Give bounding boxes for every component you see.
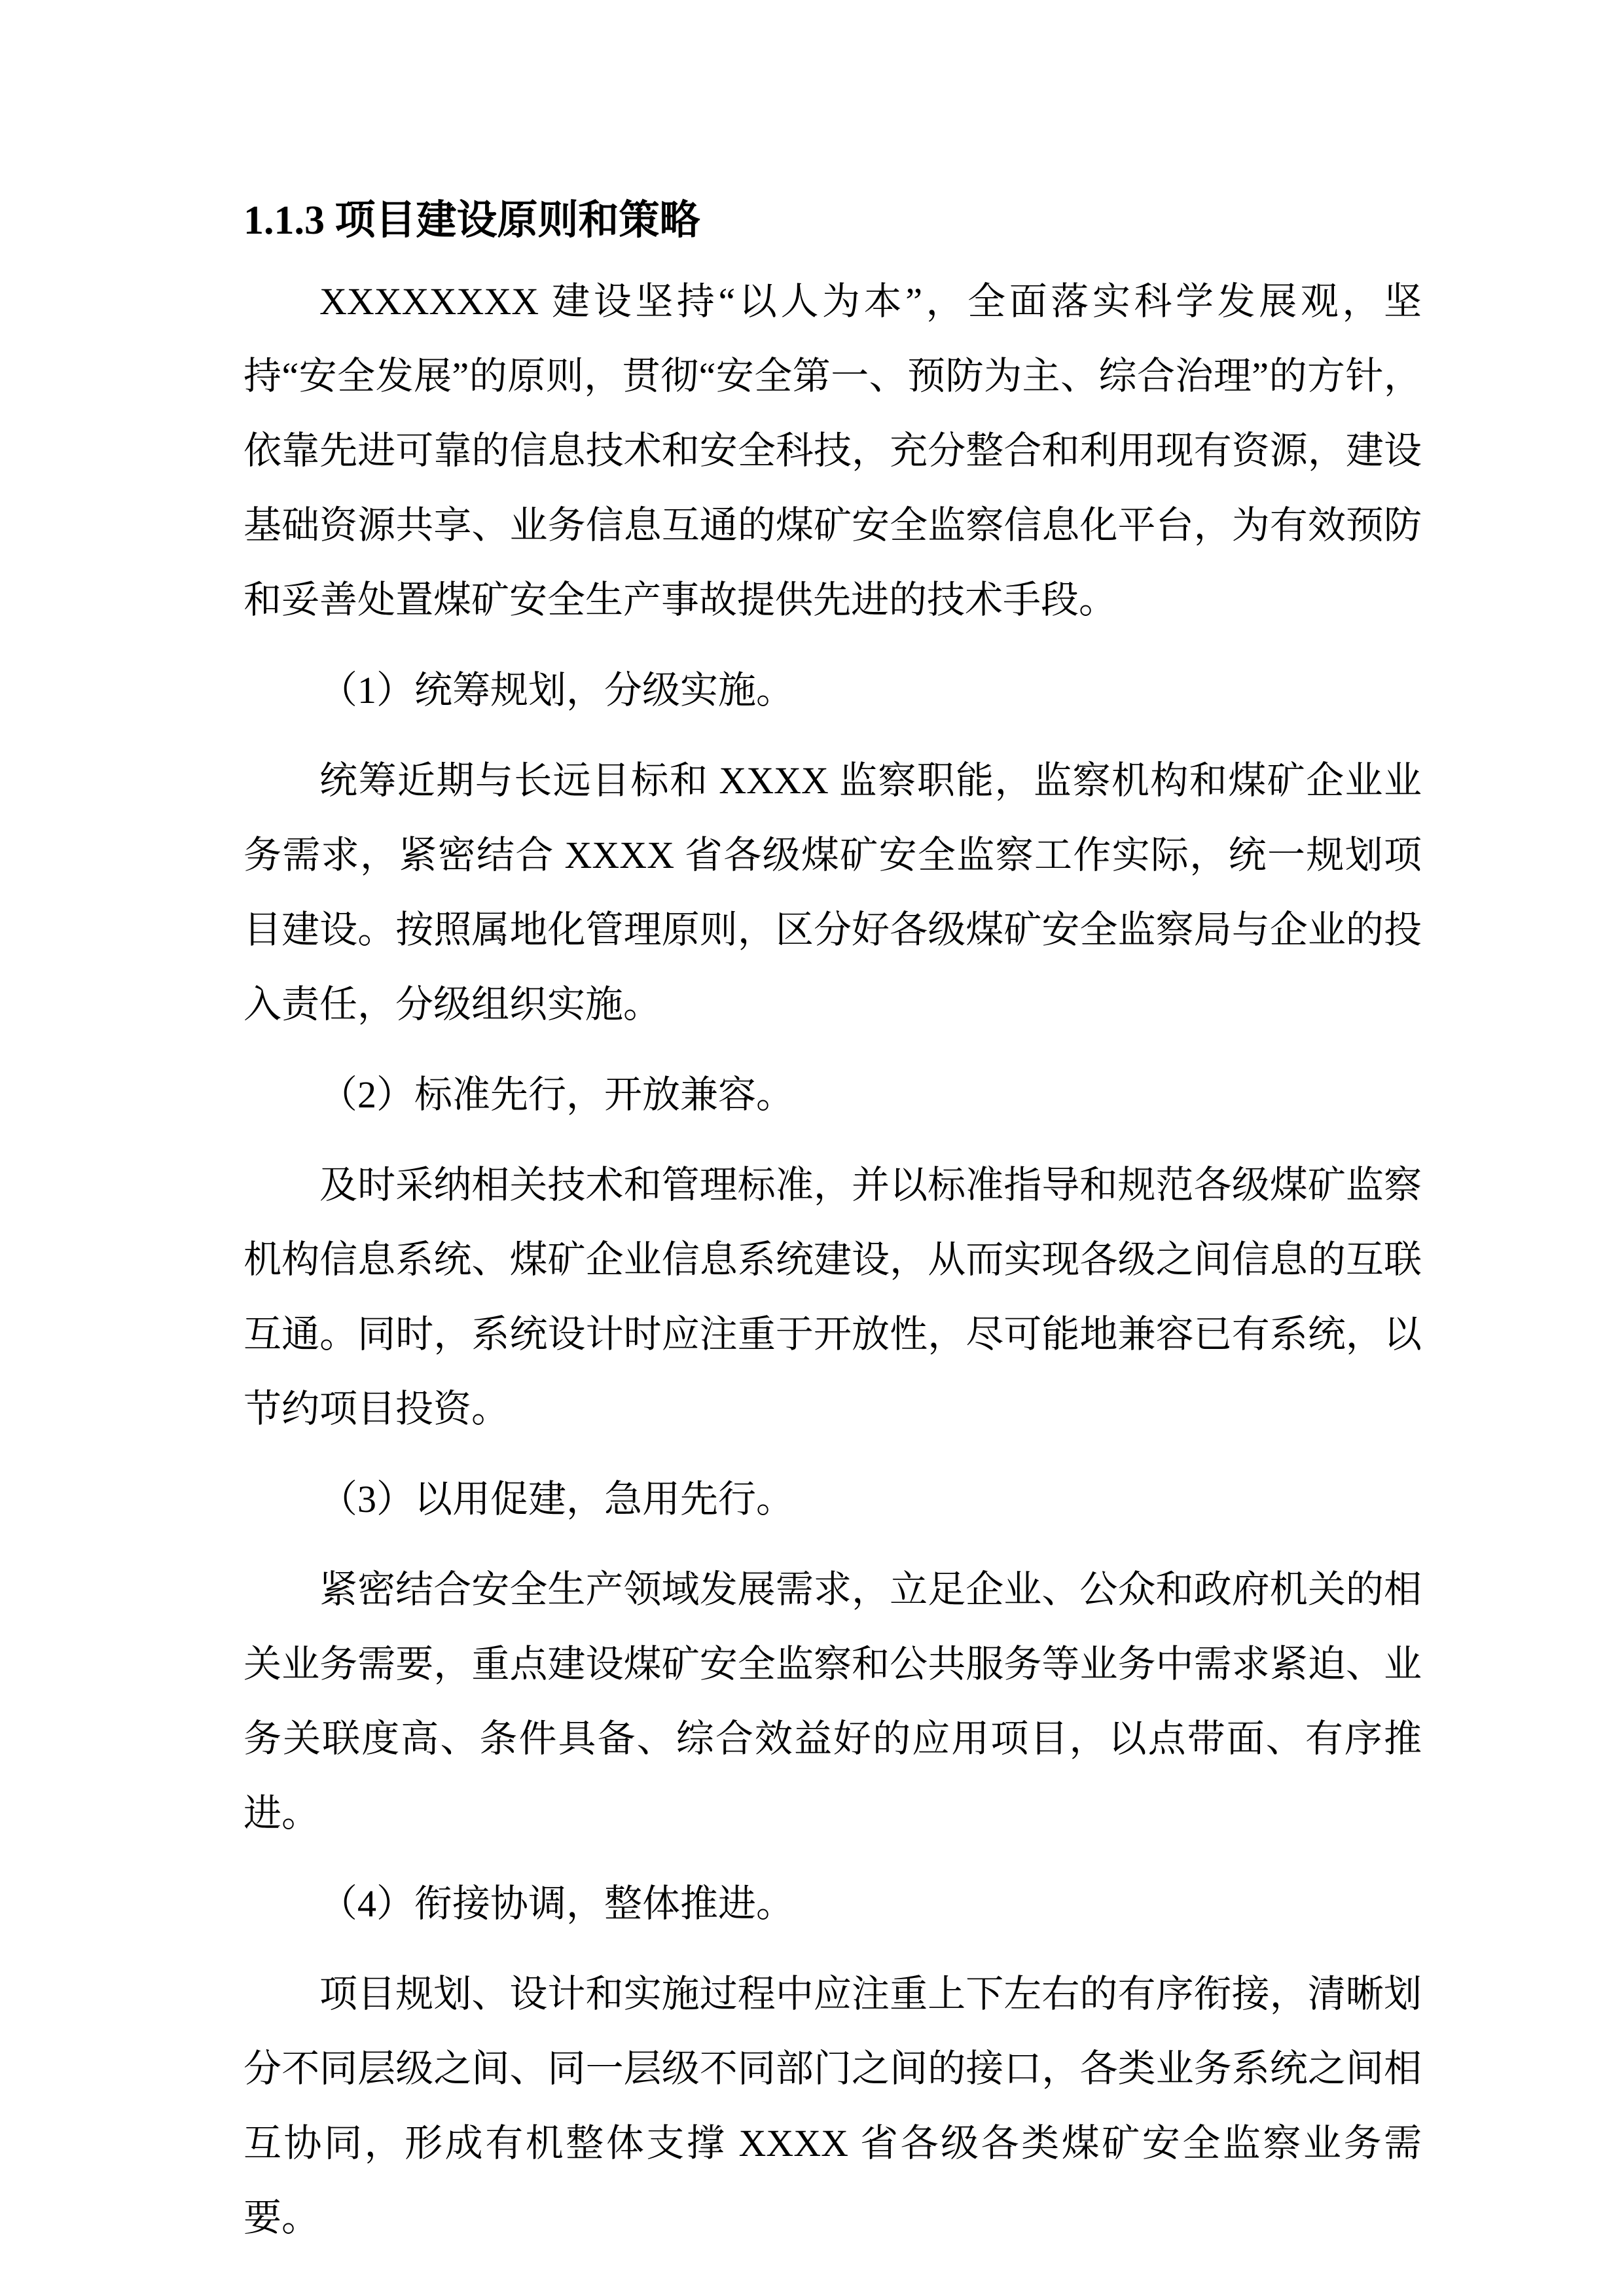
section-heading: 1.1.3 项目建设原则和策略	[244, 198, 700, 243]
intro-paragraph: XXXXXXXX 建设坚持“以人为本”，全面落实科学发展观，坚持“安全发展”的原则，贯彻“安全第一、预防为主、综合治理”的方针，依靠先进可靠的信息技术和安全科技，充分整合和利用现有资源，建设基础资源共享、业务信息互通的煤矿安全监察信息化平台，为有效预防和妥善处置煤矿安全生产事故提供先进的技术手段。	[244, 280, 1422, 621]
principle-4-body: 项目规划、设计和实施过程中应注重上下左右的有序衔接，清晰划分不同层级之间、同一层级不同部门之间的接口，各类业务系统之间相互协同，形成有机整体支撑 XXXX 省各级各类煤矿安全监察业务需要。	[244, 1973, 1422, 2239]
principle-3-body: 紧密结合安全生产领域发展需求，立足企业、公众和政府机关的相关业务需要，重点建设煤矿安全监察和公共服务等业务中需求紧迫、业务关联度高、条件具备、综合效益好的应用项目，以点带面、有序推进。	[244, 1568, 1422, 1835]
principle-2-title: （2）标准先行，开放兼容。	[319, 1073, 795, 1116]
principle-1-body: 统筹近期与长远目标和 XXXX 监察职能，监察机构和煤矿企业业务需求，紧密结合 XXXX 省各级煤矿安全监察工作实际，统一规划项目建设。按照属地化管理原则，区分好各级煤矿安全监察局与企业的投入责任，分级组织实施。	[244, 759, 1422, 1026]
principle-1-title: （1）统筹规划，分级实施。	[319, 669, 795, 711]
principle-4-title: （4）衔接协调，整体推进。	[319, 1882, 795, 1925]
principle-2-body: 及时采纳相关技术和管理标准，并以标准指导和规范各级煤矿监察机构信息系统、煤矿企业信息系统建设，从而实现各级之间信息的互联互通。同时，系统设计时应注重于开放性，尽可能地兼容已有系统，以节约项目投资。	[244, 1164, 1422, 1430]
principle-3-title: （3）以用促建，急用先行。	[319, 1478, 795, 1520]
